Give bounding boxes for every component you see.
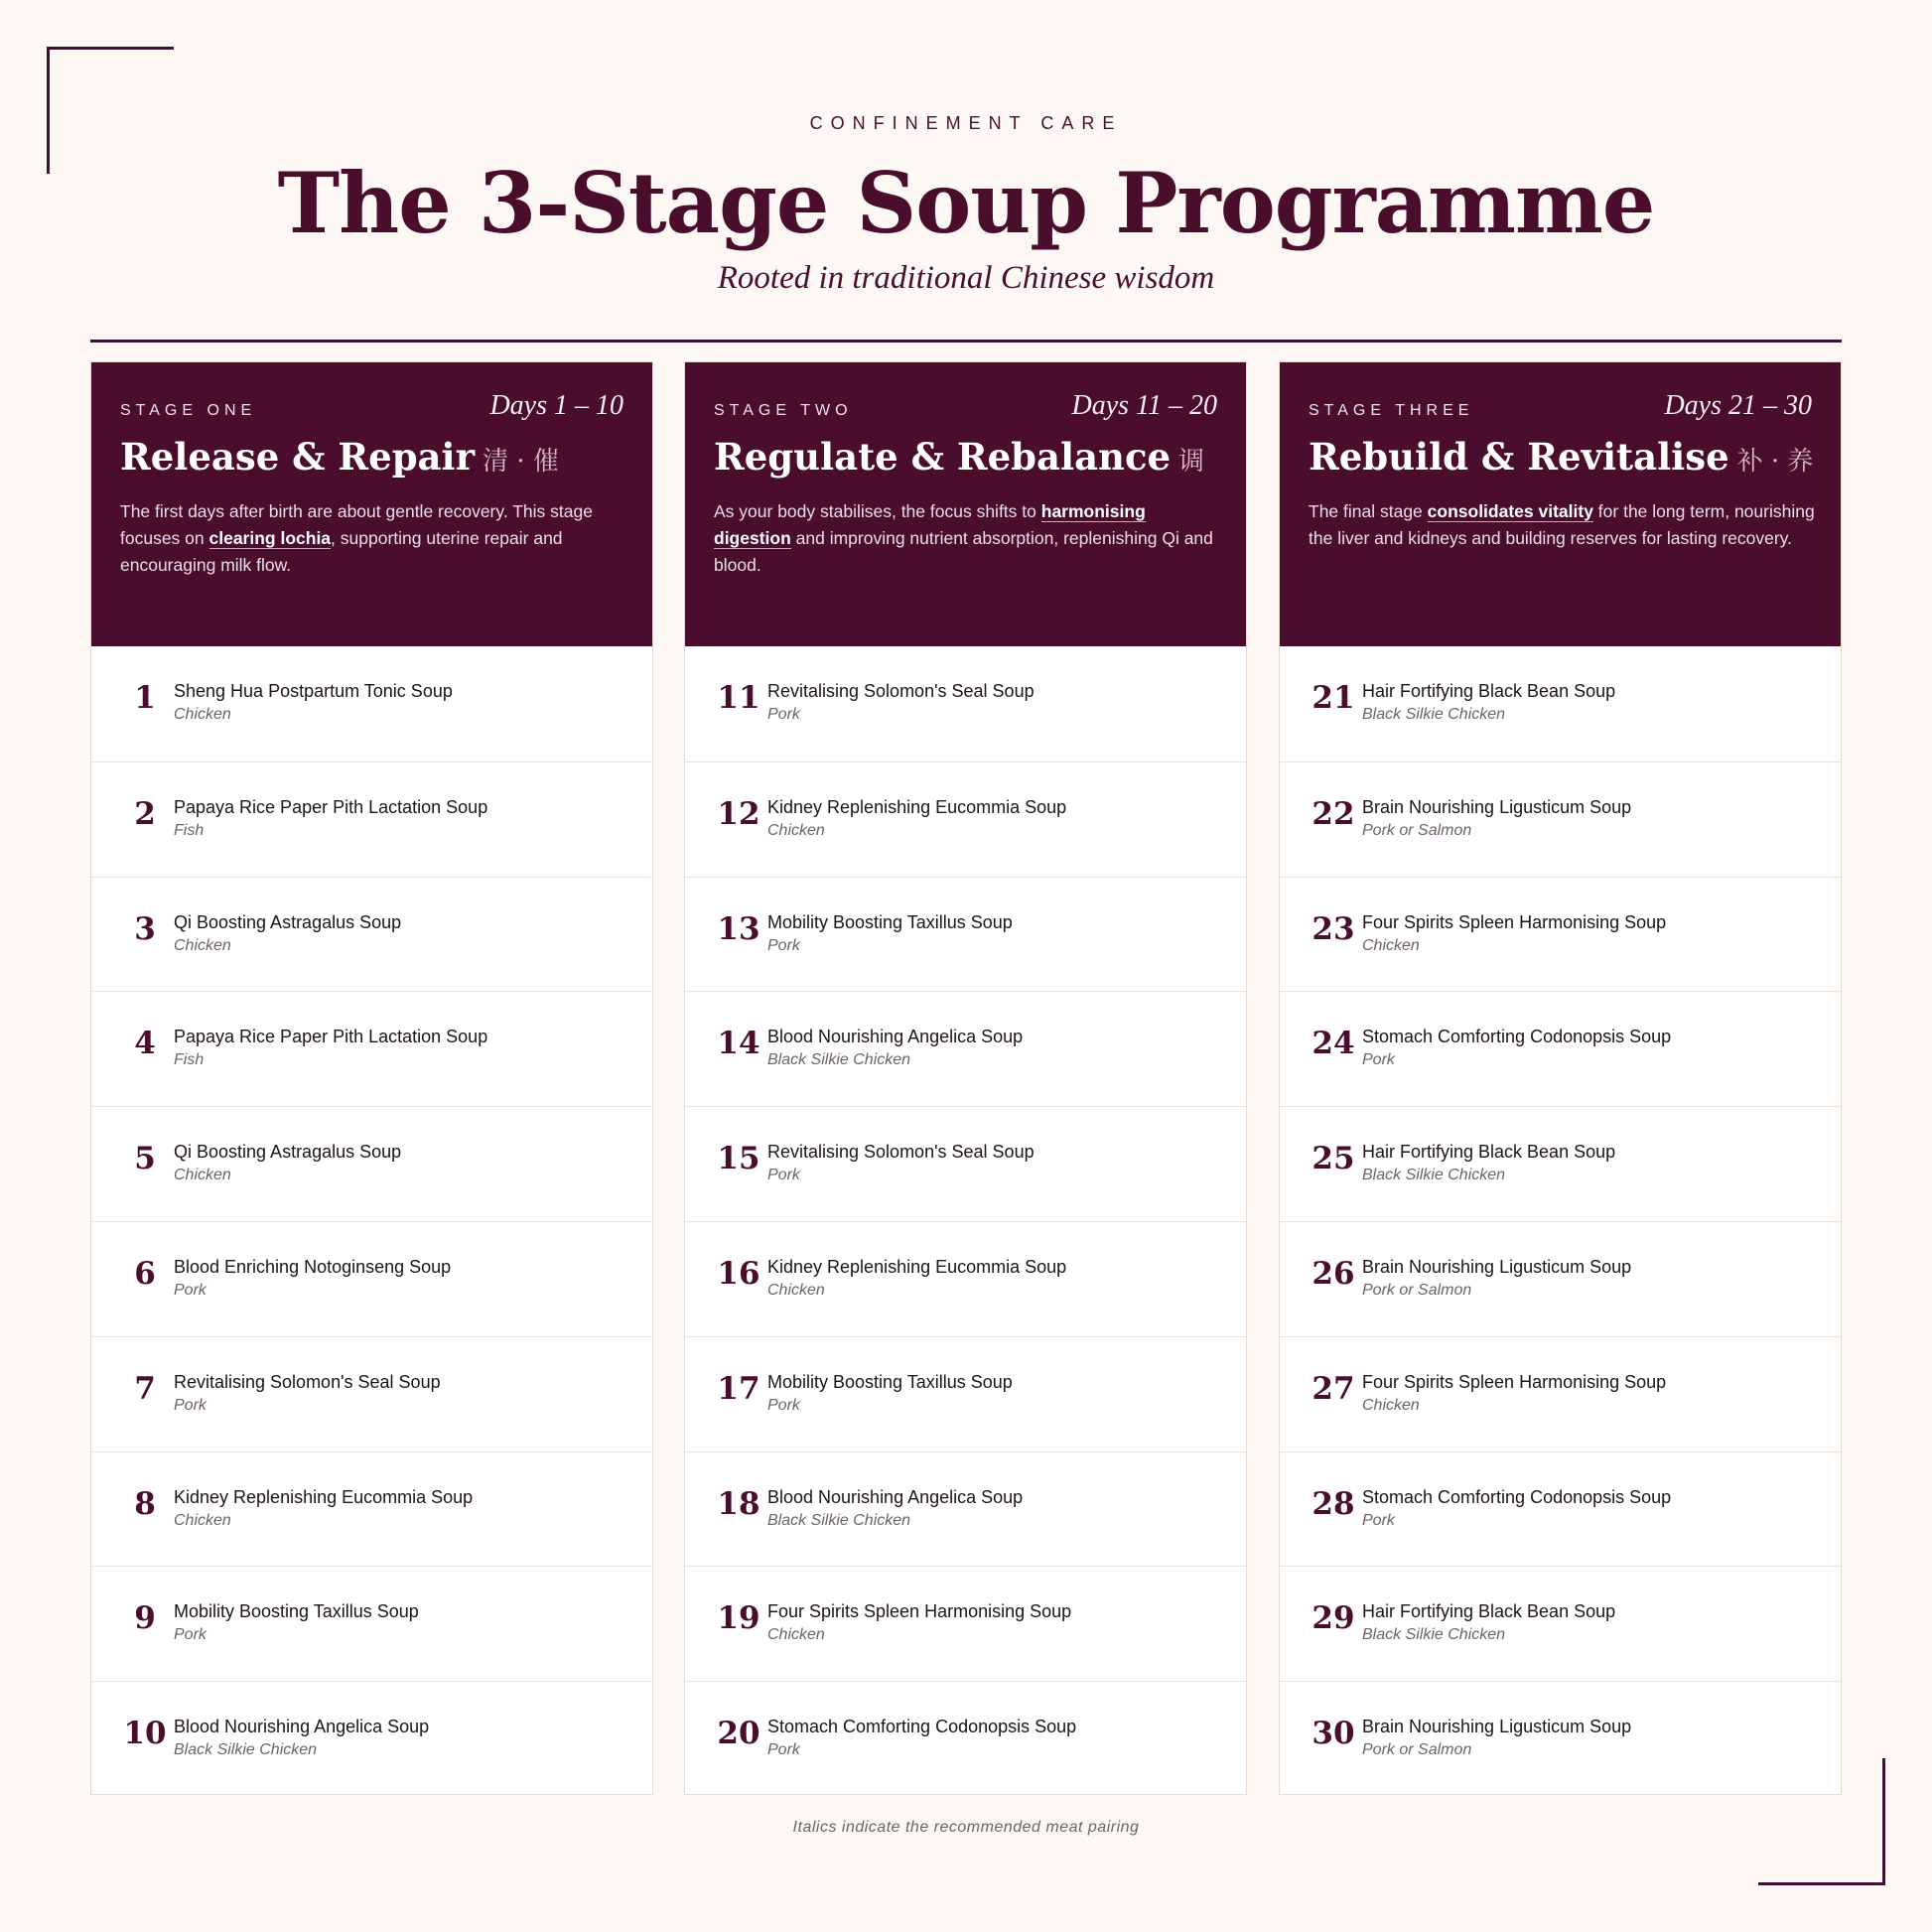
soup-row xyxy=(1280,1221,1841,1336)
meat-pairing: Pork xyxy=(767,1741,800,1759)
day-number: 8 xyxy=(134,1485,156,1522)
soup-name: Blood Enriching Notoginseng Soup xyxy=(174,1256,452,1277)
soup-row xyxy=(685,877,1246,992)
soup-name: Blood Nourishing Angelica Soup xyxy=(767,1027,1024,1047)
day-number: 9 xyxy=(134,1600,156,1637)
stage-days: Days 21 – 30 xyxy=(1664,390,1812,421)
soup-row xyxy=(685,1336,1246,1451)
soup-name: Qi Boosting Astragalus Soup xyxy=(174,1142,402,1163)
desc-text: The first days after birth are about gentle recovery. This stage focuses on xyxy=(120,501,593,548)
day-number: 2 xyxy=(134,795,156,832)
soup-name: Brain Nourishing Ligusticum Soup xyxy=(1362,1717,1632,1737)
soup-row xyxy=(1280,877,1841,992)
meat-pairing: Black Silkie Chicken xyxy=(1362,1167,1506,1184)
day-number: 1 xyxy=(134,680,156,716)
soup-name: Mobility Boosting Taxillus Soup xyxy=(174,1601,419,1622)
meat-pairing: Chicken xyxy=(767,1626,825,1644)
meat-pairing: Black Silkie Chicken xyxy=(1362,706,1506,723)
soup-row xyxy=(1280,991,1841,1106)
meat-pairing: Pork xyxy=(174,1396,207,1414)
soup-row xyxy=(91,1336,652,1451)
day-number: 23 xyxy=(1311,910,1355,947)
soup-row xyxy=(1280,1681,1841,1796)
soup-row xyxy=(1280,1451,1841,1567)
soup-name: Brain Nourishing Ligusticum Soup xyxy=(1362,796,1632,817)
stage-name-text: Release & Repair xyxy=(120,435,476,479)
meat-pairing: Pork xyxy=(1362,1511,1395,1529)
desc-text: and improving nutrient absorption, replenishing Qi and blood. xyxy=(714,528,1213,575)
desc-text: , supporting uterine repair and encouraging milk flow. xyxy=(120,528,563,575)
soup-name: Kidney Replenishing Eucommia Soup xyxy=(767,796,1067,817)
meat-pairing: Pork or Salmon xyxy=(1362,1281,1472,1299)
desc-text: for the long term, nourishing the liver and kidneys and building reserves for lasting recovery. xyxy=(1309,501,1815,548)
day-number: 28 xyxy=(1311,1485,1355,1522)
day-number: 4 xyxy=(134,1026,156,1062)
header-divider xyxy=(90,340,1842,343)
soup-list xyxy=(1280,646,1841,1796)
soup-name: Papaya Rice Paper Pith Lactation Soup xyxy=(174,796,488,817)
day-number: 10 xyxy=(123,1716,167,1752)
stage-name xyxy=(1309,430,1813,488)
soup-row xyxy=(91,877,652,992)
soup-row xyxy=(91,761,652,877)
desc-highlight: harmonising digestion xyxy=(714,501,1146,548)
soup-name: Mobility Boosting Taxillus Soup xyxy=(767,1371,1013,1392)
stage-label: STAGE THREE xyxy=(1309,402,1474,419)
day-number: 13 xyxy=(717,910,760,947)
stage-card-one xyxy=(90,361,653,1795)
soup-name: Qi Boosting Astragalus Soup xyxy=(174,911,402,932)
soup-row xyxy=(685,646,1246,761)
day-number: 3 xyxy=(134,910,156,947)
soup-name: Hair Fortifying Black Bean Soup xyxy=(1362,1142,1616,1163)
meat-pairing: Chicken xyxy=(1362,936,1420,954)
soup-name: Kidney Replenishing Eucommia Soup xyxy=(174,1486,474,1507)
soup-row xyxy=(91,1221,652,1336)
stage-header xyxy=(685,362,1246,646)
soup-name: Stomach Comforting Codonopsis Soup xyxy=(1362,1486,1672,1507)
desc-text: The final stage xyxy=(1309,501,1428,521)
soup-name: Kidney Replenishing Eucommia Soup xyxy=(767,1256,1067,1277)
soup-name: Revitalising Solomon's Seal Soup xyxy=(767,681,1035,701)
stage-description xyxy=(714,498,1224,579)
soup-row xyxy=(685,1681,1246,1796)
meat-pairing: Black Silkie Chicken xyxy=(174,1741,318,1759)
day-number: 11 xyxy=(717,680,760,716)
footnote: Italics indicate the recommended meat pairing xyxy=(792,1819,1140,1836)
meat-pairing: Pork or Salmon xyxy=(1362,821,1472,839)
stage-header xyxy=(1280,362,1841,646)
meat-pairing: Chicken xyxy=(767,1281,825,1299)
stage-name-text: Regulate & Rebalance xyxy=(714,435,1172,479)
meat-pairing: Pork or Salmon xyxy=(1362,1741,1472,1759)
meat-pairing: Pork xyxy=(767,936,800,954)
day-number: 19 xyxy=(717,1600,760,1637)
stage-name-text: Rebuild & Revitalise xyxy=(1309,435,1729,479)
soup-row xyxy=(1280,1336,1841,1451)
soup-row xyxy=(91,991,652,1106)
day-number: 7 xyxy=(134,1370,156,1407)
soup-name: Four Spirits Spleen Harmonising Soup xyxy=(767,1601,1072,1622)
day-number: 5 xyxy=(134,1141,156,1177)
stage-card-two xyxy=(684,361,1247,1795)
day-number: 12 xyxy=(717,795,760,832)
meat-pairing: Chicken xyxy=(1362,1396,1420,1414)
soup-row xyxy=(91,1451,652,1567)
soup-name: Sheng Hua Postpartum Tonic Soup xyxy=(174,681,453,701)
soup-row xyxy=(685,1106,1246,1221)
soup-list xyxy=(91,646,652,1796)
day-number: 14 xyxy=(717,1026,760,1062)
soup-row xyxy=(685,761,1246,877)
stage-chinese-characters: 补 · 养 xyxy=(1736,447,1814,477)
soup-row xyxy=(685,1566,1246,1681)
day-number: 25 xyxy=(1311,1141,1355,1177)
day-number: 26 xyxy=(1311,1255,1355,1292)
meat-pairing: Pork xyxy=(174,1626,207,1644)
soup-name: Hair Fortifying Black Bean Soup xyxy=(1362,1601,1616,1622)
soup-row xyxy=(1280,761,1841,877)
soup-row xyxy=(1280,646,1841,761)
meat-pairing: Pork xyxy=(767,706,800,723)
meat-pairing: Pork xyxy=(174,1281,207,1299)
soup-row xyxy=(91,646,652,761)
meat-pairing: Black Silkie Chicken xyxy=(1362,1626,1506,1644)
day-number: 30 xyxy=(1311,1716,1355,1752)
stage-chinese-characters: 调 xyxy=(1178,447,1205,477)
soup-name: Papaya Rice Paper Pith Lactation Soup xyxy=(174,1027,488,1047)
day-number: 21 xyxy=(1311,680,1355,716)
stage-label: STAGE TWO xyxy=(714,402,853,419)
meat-pairing: Black Silkie Chicken xyxy=(767,1511,911,1529)
soup-list xyxy=(685,646,1246,1796)
soup-row xyxy=(91,1106,652,1221)
day-number: 22 xyxy=(1311,795,1355,832)
stage-description xyxy=(1309,498,1819,552)
meat-pairing: Chicken xyxy=(174,706,231,723)
soup-name: Mobility Boosting Taxillus Soup xyxy=(767,911,1013,932)
day-number: 20 xyxy=(717,1716,760,1752)
soup-row xyxy=(1280,1566,1841,1681)
soup-name: Blood Nourishing Angelica Soup xyxy=(767,1486,1024,1507)
stage-label: STAGE ONE xyxy=(120,402,257,419)
meat-pairing: Fish xyxy=(174,821,205,839)
day-number: 17 xyxy=(717,1370,760,1407)
soup-name: Stomach Comforting Codonopsis Soup xyxy=(767,1717,1077,1737)
meat-pairing: Black Silkie Chicken xyxy=(767,1051,911,1069)
meat-pairing: Chicken xyxy=(174,936,231,954)
stage-chinese-characters: 清 · 催 xyxy=(483,447,559,477)
soup-row xyxy=(685,1221,1246,1336)
soup-name: Blood Nourishing Angelica Soup xyxy=(174,1717,430,1737)
desc-highlight: consolidates vitality xyxy=(1427,501,1593,521)
page-title: The 3-Stage Soup Programme xyxy=(277,154,1655,252)
stages-grid xyxy=(90,361,1842,1795)
soup-name: Revitalising Solomon's Seal Soup xyxy=(174,1371,441,1392)
soup-name: Stomach Comforting Codonopsis Soup xyxy=(1362,1027,1672,1047)
meat-pairing: Chicken xyxy=(174,1511,231,1529)
meat-pairing: Pork xyxy=(1362,1051,1395,1069)
stage-header xyxy=(91,362,652,646)
meat-pairing: Chicken xyxy=(174,1167,231,1184)
eyebrow-label: CONFINEMENT CARE xyxy=(809,113,1123,133)
day-number: 27 xyxy=(1311,1370,1355,1407)
soup-row xyxy=(685,991,1246,1106)
meat-pairing: Pork xyxy=(767,1396,800,1414)
stage-name xyxy=(120,430,559,488)
day-number: 16 xyxy=(717,1255,760,1292)
page-subtitle: Rooted in traditional Chinese wisdom xyxy=(717,260,1215,296)
desc-text: As your body stabilises, the focus shifts to xyxy=(714,501,1041,521)
soup-name: Hair Fortifying Black Bean Soup xyxy=(1362,681,1616,701)
meat-pairing: Pork xyxy=(767,1167,800,1184)
soup-row xyxy=(91,1681,652,1796)
soup-row xyxy=(91,1566,652,1681)
stage-card-three xyxy=(1279,361,1842,1795)
soup-name: Four Spirits Spleen Harmonising Soup xyxy=(1362,911,1667,932)
stage-name xyxy=(714,430,1204,488)
stage-days: Days 1 – 10 xyxy=(489,390,623,421)
soup-name: Brain Nourishing Ligusticum Soup xyxy=(1362,1256,1632,1277)
day-number: 24 xyxy=(1311,1026,1355,1062)
soup-name: Four Spirits Spleen Harmonising Soup xyxy=(1362,1371,1667,1392)
soup-row xyxy=(1280,1106,1841,1221)
day-number: 29 xyxy=(1311,1600,1355,1637)
meat-pairing: Fish xyxy=(174,1051,205,1069)
day-number: 15 xyxy=(717,1141,760,1177)
soup-row xyxy=(685,1451,1246,1567)
stage-description xyxy=(120,498,630,579)
desc-highlight: clearing lochia xyxy=(208,528,332,548)
day-number: 6 xyxy=(134,1255,156,1292)
day-number: 18 xyxy=(717,1485,760,1522)
stage-days: Days 11 – 20 xyxy=(1071,390,1217,421)
meat-pairing: Chicken xyxy=(767,821,825,839)
soup-name: Revitalising Solomon's Seal Soup xyxy=(767,1142,1035,1163)
